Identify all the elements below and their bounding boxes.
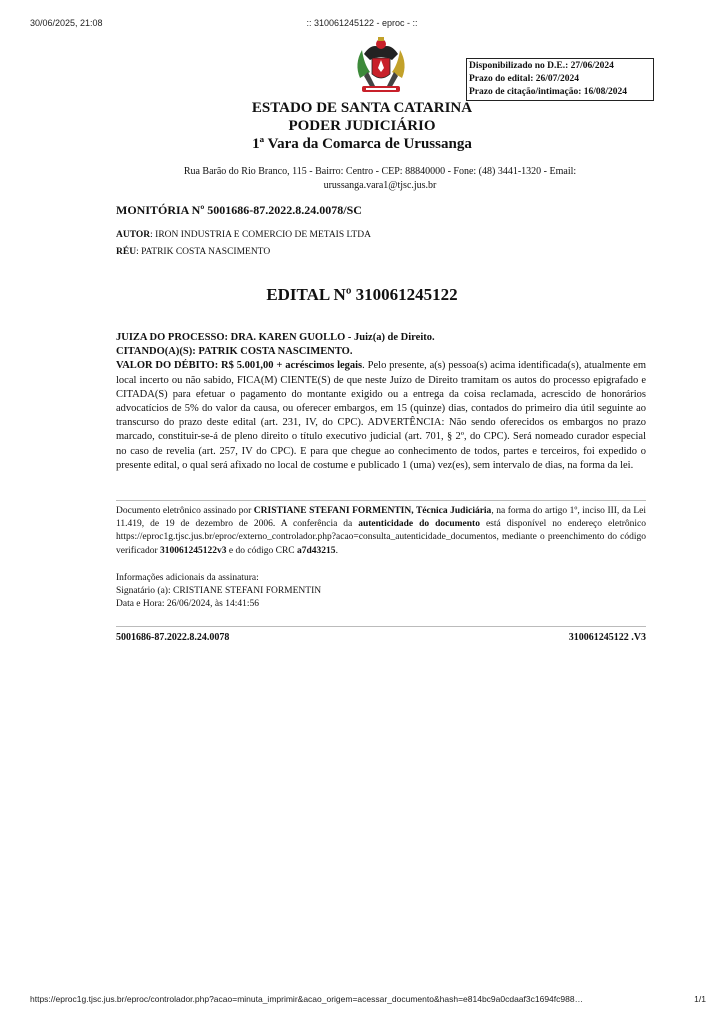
print-page-number: 1/1 xyxy=(694,994,706,1004)
sig-info-datetime: Data e Hora: 26/06/2024, às 14:41:56 xyxy=(116,599,260,609)
address-line-1: Rua Barão do Rio Branco, 115 - Bairro: Centro - CEP: 88840000 - Fone: (48) 3441-1320 - Email: xyxy=(183,166,577,177)
print-url: https://eproc1g.tjsc.jus.br/eproc/controlador.php?acao=minuta_imprimir&acao_origem=acessar_documento&hash=e814bc9a0cdaaf3c1694fc988… xyxy=(30,994,584,1004)
edital-body-text: . Pelo presente, a(s) pessoa(s) acima identificada(s), atualmente em local incerto ou não sabido, FICA(M) CIENTE(S) de que neste Juízo de Direito tramitam os autos do processo epigrafado e CITADA(S) para efetuar o pagamento do montante exigido ou a entrega da coisa reclamada, acrescido de honorários advocatícios de 5% do valor da causa, ou oferecer embargos, em 15 (quinze) dias, contados do primeiro dia útil seguinte ao transcurso do prazo deste edital (art. 231, IV, do CPC). ADVERTÊNCIA: Não sendo oferecidos os embargos no prazo marcado, constituir-se-á de pleno direito o título executivo judicial (art. 701, § 2º, do CPC). Será nomeado curador especial no caso de revelia (art. 257, IV do CPC). E para que chegue ao conhecimento de todos, partes e terceiros, foi expedido o presente edital, o qual será afixado no local de costume e publicado 1 (uma) vez(es), sem intervalo de dias, na forma da lei. xyxy=(116,360,646,471)
signature-statement xyxy=(116,505,646,558)
citando-line: CITANDO(A)(S): PATRIK COSTA NASCIMENTO. xyxy=(116,346,353,358)
verification-code: 310061245122v3 xyxy=(160,545,227,556)
autor-label: AUTOR xyxy=(116,230,151,240)
sig-info-signer: Signatário (a): CRISTIANE STEFANI FORMENTIN xyxy=(116,586,322,596)
judge-line: JUIZA DO PROCESSO: DRA. KAREN GUOLLO - Juiz(a) de Direito. xyxy=(116,332,435,343)
reu-label: RÉU xyxy=(116,247,137,257)
citation-deadline: Prazo de citação/intimação: 16/08/2024 xyxy=(469,87,628,97)
edital-title: EDITAL Nº 310061245122 xyxy=(266,285,458,304)
court-vara: 1ª Vara da Comarca de Urussanga xyxy=(252,136,472,152)
reu-value: : PATRIK COSTA NASCIMENTO xyxy=(136,247,271,257)
valor-debito: VALOR DO DÉBITO: R$ 5.001,00 + acréscimos legais xyxy=(116,360,363,372)
publication-date: Disponibilizado no D.E.: 27/06/2024 xyxy=(469,61,614,71)
court-power: PODER JUDICIÁRIO xyxy=(288,118,436,134)
divider-top xyxy=(116,500,646,501)
sig-text-4: e do código CRC xyxy=(226,545,298,556)
party-reu xyxy=(116,247,270,257)
autor-value: : IRON INDUSTRIA E COMERCIO DE METAIS LTDA xyxy=(150,230,371,240)
sig-text-3: está disponível no endereço eletrônico https://eproc1g.tjsc.jus.br/eproc/externo_controlador.php?acao=consulta_autenticidade_documentos, mediante o preenchimento do código verificador xyxy=(116,519,646,556)
santa-catarina-coat-of-arms-icon xyxy=(352,34,410,96)
sig-text-1: Documento eletrônico assinado por xyxy=(116,506,254,516)
print-datetime: 30/06/2025, 21:08 xyxy=(30,18,103,28)
sig-text-5: . xyxy=(335,545,338,556)
edital-deadline: Prazo do edital: 26/07/2024 xyxy=(469,74,580,84)
publication-dates-box xyxy=(466,58,654,101)
party-autor xyxy=(116,230,371,240)
sig-info-title: Informações adicionais da assinatura: xyxy=(116,573,259,583)
court-state: ESTADO DE SANTA CATARINA xyxy=(251,100,473,116)
divider-bottom xyxy=(116,626,646,627)
footer-process-number: 5001686-87.2022.8.24.0078 xyxy=(116,632,230,643)
crc-code: a7d43215 xyxy=(297,545,336,556)
court-address xyxy=(160,165,600,193)
print-page-title: :: 310061245122 - eproc - :: xyxy=(306,18,418,28)
footer-document-version: 310061245122 .V3 xyxy=(568,632,646,643)
authenticity-label: autenticidade do documento xyxy=(358,519,480,530)
address-line-2: urussanga.vara1@tjsc.jus.br xyxy=(323,180,437,191)
edital-body xyxy=(116,331,646,473)
case-number: MONITÓRIA Nº 5001686-87.2022.8.24.0078/SC xyxy=(116,203,362,217)
signer-name: CRISTIANE STEFANI FORMENTIN, Técnica Judiciária xyxy=(253,506,492,516)
signature-info xyxy=(116,572,321,611)
sig-text-2: , na forma do artigo 1º, inciso III, da Lei 11.419, de 19 de dezembro de 2006. A conferência da xyxy=(116,506,646,530)
